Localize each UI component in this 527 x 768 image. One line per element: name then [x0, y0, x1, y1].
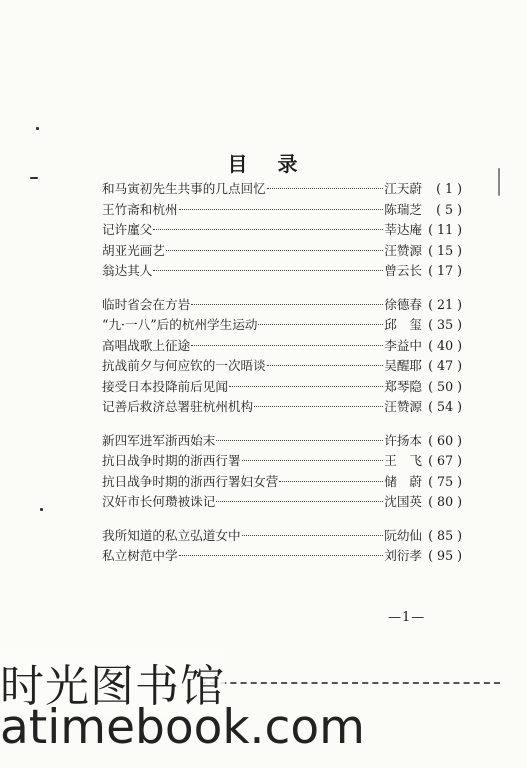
toc-group-1: [102, 178, 462, 281]
entry-author: 曾云长: [384, 263, 422, 278]
entry-title: 抗日战争时期的浙西行署妇女营: [102, 473, 279, 489]
entry-page: ( 67 ): [428, 453, 462, 468]
entry-page: ( 60 ): [428, 432, 462, 448]
toc-entry[interactable]: [102, 525, 462, 546]
entry-author: 徐德春: [384, 296, 422, 312]
dot-leader: [191, 304, 383, 305]
entry-author: 江天蔚: [384, 181, 422, 196]
entry-title: 临时省会在方岩: [102, 296, 191, 312]
entry-author: 沈国英: [384, 494, 422, 509]
toc-entry[interactable]: [102, 450, 462, 471]
scan-speck: [40, 508, 43, 511]
entry-title: 抗日战争时期的浙西行署: [102, 453, 241, 468]
toc-entry[interactable]: [102, 240, 462, 261]
entry-author: 储 蔚: [384, 473, 422, 489]
toc-title-char-2: 录: [277, 152, 300, 176]
dot-leader: [229, 386, 383, 387]
entry-title: 高唱战歌上征途: [102, 337, 191, 353]
dot-leader: [267, 365, 384, 366]
toc-entry[interactable]: [102, 396, 462, 417]
toc-entry[interactable]: [102, 219, 462, 240]
entry-author: 郑琴隐: [384, 378, 422, 394]
dot-leader: [179, 555, 384, 556]
entry-author: 王 飞: [384, 453, 422, 468]
entry-page: ( 5 ): [436, 201, 462, 217]
entry-title: 私立树范中学: [102, 548, 178, 563]
entry-author: 阮幼仙: [384, 527, 422, 543]
page-number: —1—: [388, 610, 426, 625]
dot-leader: [179, 209, 384, 210]
entry-title: 翁达其人: [102, 263, 153, 278]
toc-entry[interactable]: [102, 545, 462, 566]
entry-page: ( 50 ): [428, 378, 462, 394]
entry-title: 和马寅初先生共事的几点回忆: [102, 181, 266, 196]
entry-title: 我所知道的私立弘道女中: [102, 527, 241, 543]
dot-leader: [267, 188, 384, 189]
entry-page: ( 80 ): [428, 494, 462, 509]
toc-entry[interactable]: [102, 430, 462, 451]
dot-leader: [254, 406, 383, 407]
dot-leader: [191, 345, 383, 346]
entry-author: 汪赞源: [384, 399, 422, 414]
watermark-rule: [200, 682, 500, 684]
entry-page: ( 11 ): [428, 222, 462, 237]
toc-entry[interactable]: [102, 355, 462, 376]
dot-leader: [153, 270, 383, 271]
toc-entry[interactable]: [102, 178, 462, 199]
toc-group-4: [102, 525, 462, 566]
entry-title: 抗战前夕与何应钦的一次晤谈: [102, 358, 266, 373]
toc-group-3: [102, 430, 462, 512]
entry-page: ( 15 ): [428, 242, 462, 258]
entry-title: 记许廑父: [102, 222, 153, 237]
toc-entry[interactable]: [102, 376, 462, 397]
toc-title: [0, 148, 527, 177]
scan-speck: [30, 177, 38, 179]
entry-page: ( 75 ): [428, 473, 462, 489]
table-of-contents: [102, 178, 462, 579]
entry-page: ( 54 ): [428, 399, 462, 414]
entry-title: “九·一八”后的杭州学生运动: [102, 317, 258, 332]
dot-leader: [216, 501, 383, 502]
toc-entry[interactable]: [102, 260, 462, 281]
entry-author: 李益中: [384, 337, 422, 353]
toc-entry[interactable]: [102, 199, 462, 220]
dot-leader: [216, 440, 383, 441]
entry-page: ( 47 ): [428, 358, 462, 373]
toc-title-char-1: 目: [227, 152, 250, 176]
entry-title: 记善后救济总署驻杭州机构: [102, 399, 254, 414]
entry-title: 胡亚光画艺: [102, 242, 165, 258]
toc-entry[interactable]: [102, 314, 462, 335]
entry-author: 邱 玺: [384, 317, 422, 332]
entry-author: 许扬本: [384, 432, 422, 448]
dot-leader: [153, 229, 383, 230]
entry-page: ( 17 ): [428, 263, 462, 278]
toc-entry[interactable]: [102, 335, 462, 356]
toc-entry[interactable]: [102, 471, 462, 492]
entry-page: ( 85 ): [428, 527, 462, 543]
dot-leader: [258, 324, 383, 325]
toc-entry[interactable]: [102, 294, 462, 315]
entry-page: ( 95 ): [428, 548, 462, 563]
dot-leader: [279, 481, 383, 482]
entry-author: 陈瑞芝: [384, 201, 422, 217]
scan-speck: [36, 127, 39, 130]
entry-author: 莘达庵: [384, 222, 422, 237]
watermark-url: atimebook.com: [0, 700, 365, 755]
dot-leader: [242, 460, 384, 461]
entry-title: 汉奸市长何瓒被诛记: [102, 494, 216, 509]
entry-author: 吴醒耶: [384, 358, 422, 373]
watermark-text: 时光图书馆: [0, 650, 225, 714]
toc-group-2: [102, 294, 462, 417]
entry-title: 接受日本投降前后见闻: [102, 378, 228, 394]
entry-page: ( 35 ): [428, 317, 462, 332]
entry-author: 汪赞源: [384, 242, 422, 258]
entry-author: 刘衍孝: [384, 548, 422, 563]
entry-title: 新四军进军浙西始末: [102, 432, 216, 448]
entry-title: 王竹斋和杭州: [102, 201, 178, 217]
entry-page: ( 21 ): [428, 296, 462, 312]
entry-page: ( 40 ): [428, 337, 462, 353]
entry-page: ( 1 ): [436, 181, 462, 196]
toc-entry[interactable]: [102, 491, 462, 512]
dot-leader: [242, 535, 384, 536]
dot-leader: [166, 250, 383, 251]
